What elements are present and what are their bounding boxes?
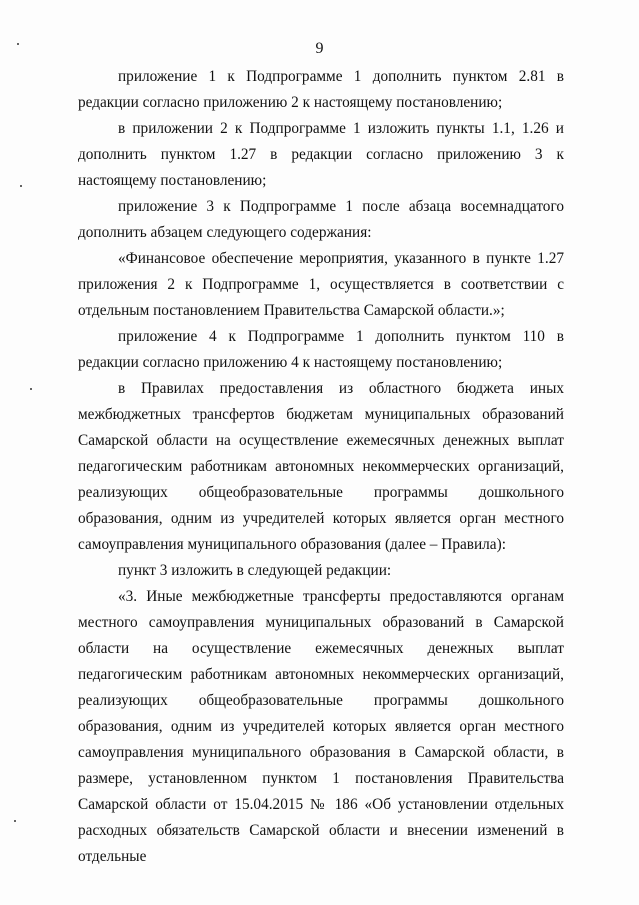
paragraph-rules: в Правилах предоставления из областного бюджета иных межбюджетных трансфертов бюджетам муниципальных образований Самарской области на осуществление ежемесячных денежных выплат педагогическим работникам автономных некоммерческих организаций, реализующих общеобразовательные программы дошкольного образования, одним из учредителей которых является орган местного самоуправления муниципального образования (далее – Правила): [78,380,564,553]
scan-speck [20,185,22,187]
paragraph-appendix-4: приложение 4 к Подпрограмме 1 дополнить пунктом 110 в редакции согласно приложению 4 к настоящему постановлению; [78,328,564,371]
paragraph-point-3-intro: пункт 3 изложить в следующей редакции: [118,562,392,579]
scan-speck [17,43,19,45]
scan-speck [14,820,16,822]
document-body [78,64,564,870]
paragraph-appendix-3: приложение 3 к Подпрограмме 1 после абзаца восемнадцатого дополнить абзацем следующего содержания: [78,198,564,241]
paragraph-financing-quote: «Финансовое обеспечение мероприятия, указанного в пункте 1.27 приложения 2 к Подпрограмме 1, осуществляется в соответствии с отдельным постановлением Правительства Самарской области.»; [78,250,564,319]
paragraph-appendix-2: в приложении 2 к Подпрограмме 1 изложить пункты 1.1, 1.26 и дополнить пунктом 1.27 в редакции согласно приложению 3 к настоящему постановлению; [78,120,564,189]
scan-speck [30,388,32,390]
page-number: 9 [315,40,324,57]
paragraph-appendix-1: приложение 1 к Подпрограмме 1 дополнить пунктом 2.81 в редакции согласно приложению 2 к настоящему постановлению; [78,68,564,111]
paragraph-point-3-text: «3. Иные межбюджетные трансферты предоставляются органам местного самоуправления муниципальных образований в Самарской области на осуществление ежемесячных денежных выплат педагогическим работникам автономных некоммерческих организаций, реализующих общеобразовательные программы дошкольного образования, одним из учредителей которых является орган местного самоуправления муниципального образования в Самарской области, в размере, установленном пунктом 1 постановления Правительства Самарской области от 15.04.2015 № 186 «Об установлении отдельных расходных обязательств Самарской области и внесении изменений в отдельные [78,588,564,865]
